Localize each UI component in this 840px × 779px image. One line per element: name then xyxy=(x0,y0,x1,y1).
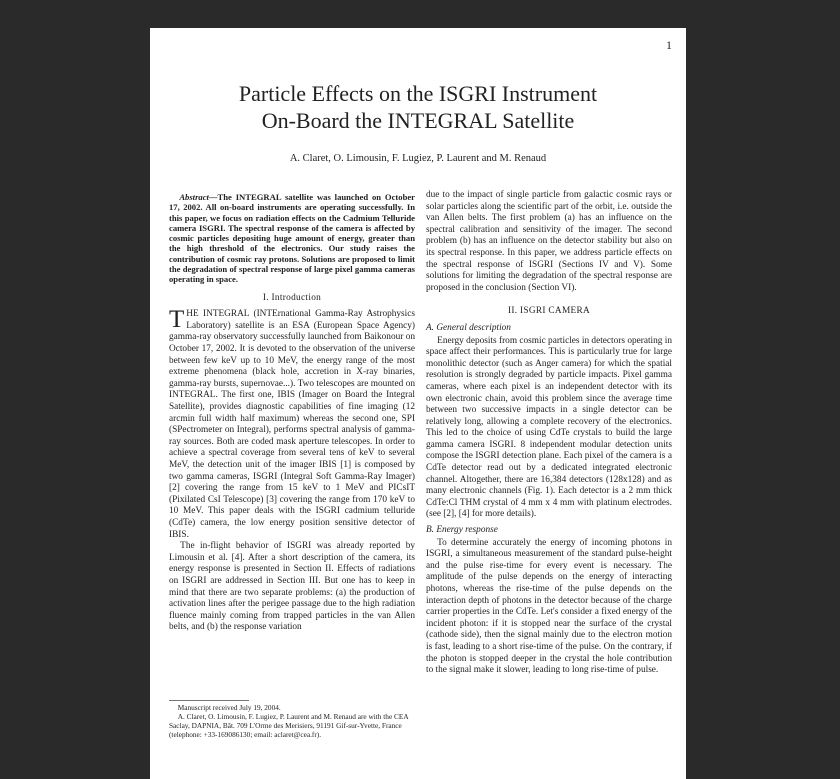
left-column xyxy=(169,192,415,634)
abstract-text: The INTEGRAL satellite was launched on October 17, 2002. All on-board instruments are operating successfully. In this paper, we focus on radiation effects on the Cadmium Telluride camera ISGRI. The spectral response of the camera is affected by cosmic particles depositing huge amount of energy, greater than the high threshold of the electronics. Our study raises the contribution of cosmic ray protons. Solutions are proposed to limit the degradation of spectral response of large pixel gamma cameras operating in space. xyxy=(169,192,415,285)
title-line-2: On-Board the INTEGRAL Satellite xyxy=(261,108,575,133)
intro-paragraph-1 xyxy=(169,306,415,541)
author-list: A. Claret, O. Limousin, F. Lugiez, P. Laurent and M. Renaud xyxy=(289,153,547,164)
section-heading-introduction: I. Introduction xyxy=(262,292,322,303)
abstract xyxy=(169,192,415,285)
section-heading-isgri-camera: II. ISGRI CAMERA xyxy=(507,306,591,317)
subsection-heading-energy-response: B. Energy response xyxy=(426,525,498,536)
general-description-paragraph: Energy deposits from cosmic particles in detectors operating in space affect their performances. This is particularly true for large monolithic detector (such as Anger camera) for which the spatial resolution is strongly degraded by particle impacts. Pixel gamma cameras, where each pixel is an independent detector with its own electronic chain, avoid this problem since the average time between two successive impacts in a single detector can be relatively long, allowing a complete recovery of the electronics. This led to the choice of using CdTe crystals to build the large gamma camera ISGRI. 8 independent modular detection units compose the ISGRI detection plane. Each pixel of the camera is a CdTe detector read out by a dedicated integrated electronic channel. Altogether, there are 16,384 detectors (128x128) and as many electronic channels (Fig. 1). Each detector is a 2 mm thick CdTe:Cl THM crystal of 4 mm x 4 mm with platinum electrodes. (see [2], [4] for more details). xyxy=(426,335,672,520)
intro-paragraph-1-text: HE INTEGRAL (INTErnational Gamma-Ray Astrophysics Laboratory) satellite is an ESA (European Space Agency) gamma-ray observatory successfully launched from Baikonour on October 17, 2002. It is devoted to the observation of the universe between few keV up to 10 MeV, the energy range of the most extreme phenomena (black hole, accretion in X-ray binaries, gamma-ray bursts, supernovae...). Two telescopes are mounted on INTEGRAL. The first one, IBIS (Imager on Board the Integral Satellite), provides diagnostic capabilities of fine imaging (12 arcmin full width half maximum) whereas the second one, SPI (SPectrometer on Integral), performs spectral analysis of gamma-ray sources. Both are coded mask aperture telescopes. In order to achieve a spectral coverage from several tens of keV to several MeV, the detection unit of the imager IBIS [1] is composed by two gamma cameras, ISGRI (Integral Soft Gamma-Ray Imager) [2] covering the range from 15 keV to 1 MeV and PICsIT (Pixilated CsI Telescope) [3] covering the range from 170 keV to 10 MeV. This paper deals with the ISGRI cadmium telluride (CdTe) camera, the low energy position sensitive detector of IBIS. xyxy=(169,309,415,540)
right-column xyxy=(426,190,672,677)
continued-paragraph: due to the impact of single particle from galactic cosmic rays or solar particles along the scientific part of the orbit, i.e. outside the van Allen belts. The first problem (a) has an influence on the spectral calibration and sensitivity of the imager. The second problem (b) has an influence on the detector stability but also on its spectral response. In this paper, we address particle effects on the spectral response of ISGRI (Sections IV and V). Some solutions for limiting the degradation of the spectral response are proposed in the conclusion (Section VI). xyxy=(426,190,672,293)
footnote xyxy=(169,700,415,739)
title-line-1: Particle Effects on the ISGRI Instrument xyxy=(238,81,598,106)
drop-cap: T xyxy=(169,306,185,334)
abstract-label: Abstract— xyxy=(179,192,218,202)
paper-title xyxy=(150,80,686,134)
document-page xyxy=(150,28,686,779)
footnote-affiliation: A. Claret, O. Limousin, F. Lugiez, P. Laurent and M. Renaud are with the CEA Saclay, DAPNIA, Bât. 709 L'Orme des Merisiers, 91191 Gif-sur-Yvette, France (telephone: +33-169086130; email: aclaret@cea.fr). xyxy=(169,712,409,739)
subsection-heading-general-description: A. General description xyxy=(426,322,511,333)
intro-paragraph-2: The in-flight behavior of ISGRI was already reported by Limousin et al. [4]. After a short description of the camera, its energy response is presented in Section II. Effects of radiations on ISGRI are addressed in Section III. But one has to keep in mind that there are two separate problems: (a) the production of activation lines after the perigee passage due to the high radiation fluence mainly coming from trapped particles in the van Allen belts, and (b) the response variation xyxy=(169,541,415,633)
energy-response-paragraph: To determine accurately the energy of incoming photons in ISGRI, a simultaneous measurement of the standard pulse-height and the pulse rise-time for every event is necessary. The amplitude of the pulse depends on the energy of interacting photons, whereas the rise-time of the pulse depends on the interaction depth of photons in the detector because of the charge carrier properties in the CdTe. Let's consider a fixed energy of the incident photon: if it is stopped near the surface of the crystal (cathode side), then the signal mainly due to the electron motion is fast, leading to a short rise-time of the pulse. On the contrary, if the photon is stopped deeper in the crystal the hole contribution to the signal make it slower, leading to long rise-time of pulse. xyxy=(426,537,672,676)
footnote-received: Manuscript received July 19, 2004. xyxy=(177,703,281,712)
page-number: 1 xyxy=(666,38,672,52)
footnote-rule xyxy=(169,700,249,701)
